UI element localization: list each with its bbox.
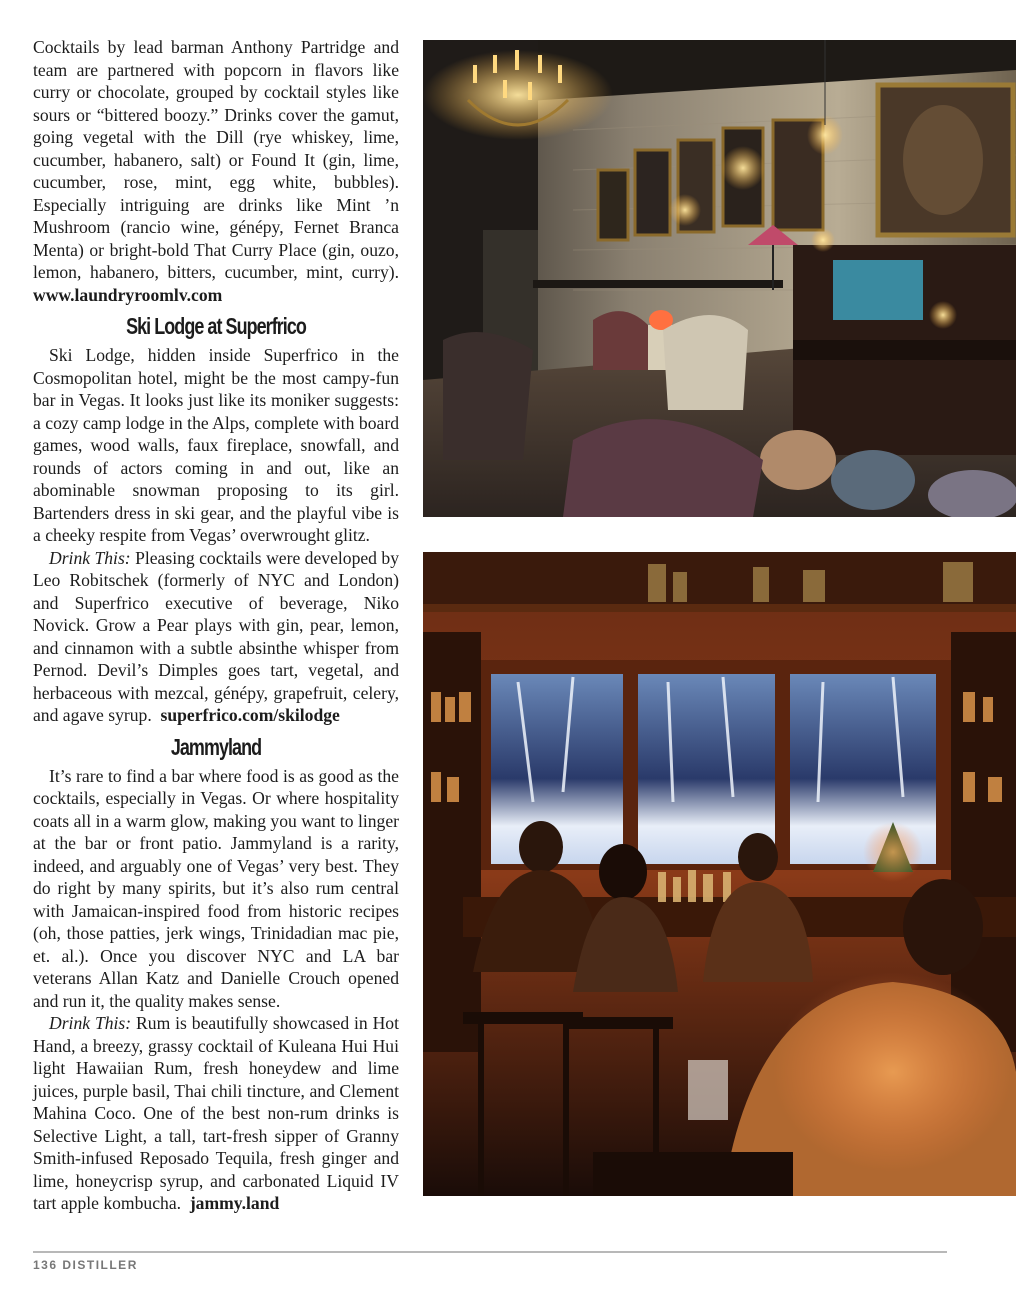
- page-folio: 136 DISTILLER: [33, 1258, 138, 1272]
- ski-lodge-drink-paragraph: Drink This: Pleasing cocktails were developed by Leo Robitschek (formerly of NYC and London) and Superfrico executive of beverage, Niko Novick. Grow a Pear plays with gin, pear, lemon, and cinnamon with a subtle absinthe whisper from Pernod. Devil’s Dimples goes tart, vegetal, and herbaceous with mezcal, génépy, grapefruit, celery, and agave syrup. superfrico.com/skilodge: [33, 547, 399, 725]
- jammyland-body: It’s rare to find a bar where food is as good as the cocktails, especially in Vegas. Or where hospitality coats all in a warm glow, making you want to linger at the bar or front patio. Jammyland is a rarity, indeed, and arguably one of Vegas’ very best. They do right by many spirits, but it’s also rum central with Jamaican-inspired food from historic recipes (oh, those patties, jerk wings, Trinidadian mac pie, et. al.). Once you discover NYC and LA bar veterans Allan Katz and Danielle Crouch opened and run it, the quality makes sense.: [33, 765, 399, 1011]
- jammyland-heading: Jammyland: [170, 733, 262, 760]
- drink-this-lead: Drink This:: [49, 547, 131, 568]
- ski-lodge-illustration: [423, 552, 1016, 1196]
- drink-this-lead: Drink This:: [49, 1013, 132, 1033]
- parlor-bar-photo: [423, 40, 1016, 517]
- laundry-room-url[interactable]: www.laundryroomlv.com: [33, 284, 223, 305]
- parlor-bar-illustration: [423, 40, 1016, 517]
- superfrico-url[interactable]: superfrico.com/skilodge: [160, 705, 340, 725]
- ski-lodge-heading: Ski Lodge at Superfrico: [126, 313, 306, 339]
- article-column: [33, 36, 399, 1215]
- ski-lodge-body: Ski Lodge, hidden inside Superfrico in the Cosmopolitan hotel, might be the most campy-fun bar in Vegas. It looks just like its moniker suggests: a cozy camp lodge in the Alps, complete with board games, wood walls, faux fireplace, snowfall, and rounds of actors coming in and out, like an abominable snowman proposing to its girl. Bartenders dress in ski gear, and the playful vibe is a cheeky respite from Vegas’ overwrought glitz.: [33, 345, 399, 545]
- jammyland-drink-paragraph: Drink This: Rum is beautifully showcased in Hot Hand, a breezy, grassy cocktail of Kuleana Hui Hui light Hawaiian Rum, fresh honeydew and lime juices, purple basil, Thai chili tincture, and Clement Mahina Coco. One of the best non-rum drinks is Selective Light, a tall, tart-fresh sipper of Granny Smith-infused Reposado Tequila, fresh ginger and lime, honeycrisp syrup, and carbonated Liquid IV tart apple kombucha. jammy.land: [33, 1013, 399, 1213]
- ski-lodge-bar-photo: [423, 552, 1016, 1196]
- laundry-room-paragraph: Cocktails by lead barman Anthony Partridge and team are partnered with popcorn in flavors like curry or chocolate, grouped by cocktail styles like sours or “bittered boozy.” Drinks cover the gamut, going vegetal with the Dill (rye whiskey, lime, cucumber, habanero, salt) or Found It (gin, lime, cucumber, rose, mint, egg white, bubbles). Especially intriguing are drinks like Mint ’n Mushroom (rancio wine, génépy, Fernet Branca Menta) or bright-bold That Curry Place (gin, ouzo, lemon, habanero, bitters, cucumber, mint, curry). www.laundryroomlv.com: [33, 37, 399, 305]
- footer-rule: [33, 1251, 947, 1253]
- jammyland-url[interactable]: jammy.land: [189, 1193, 280, 1213]
